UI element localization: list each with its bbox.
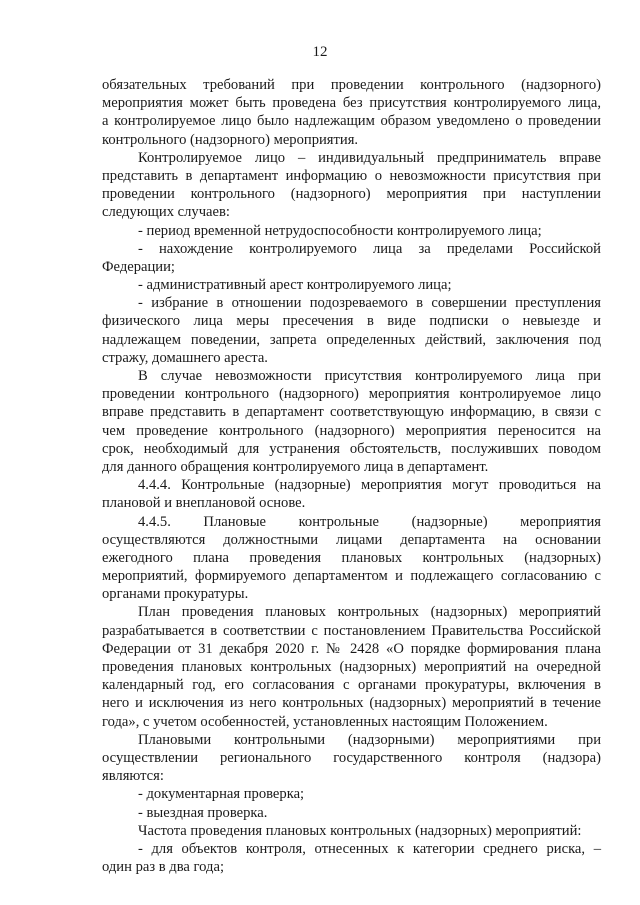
text-line: один раз в два года;	[102, 859, 225, 876]
text-line: ежегодного плана проведения плановых контрольных (надзорных)	[102, 549, 601, 566]
text-line: - административный арест контролируемого лица;	[138, 277, 452, 294]
text-line: контрольного (надзорного) мероприятия.	[102, 131, 359, 148]
text-line: Федерации;	[102, 258, 175, 275]
text-line: - избрание в отношении подозреваемого в совершении преступления	[138, 295, 601, 312]
text-line: В случае невозможности присутствия контролируемого лица при	[138, 368, 601, 384]
text-line: представить в департамент информацию о невозможности присутствия при	[102, 167, 601, 184]
text-line: Плановыми контрольными (надзорными) мероприятиями при	[138, 731, 601, 748]
text-line: для данного обращения контролируемого лица в департамент.	[102, 458, 489, 475]
text-line: календарный год, его согласования с органами прокуратуры, включения в	[102, 677, 601, 694]
text-line: плановой и внеплановой основе.	[102, 495, 306, 512]
text-line: - выездная проверка.	[138, 804, 268, 821]
text-line: являются:	[102, 768, 164, 785]
text-line: физического лица меры пресечения в виде подписки о невыезде и	[102, 313, 601, 330]
text-line: Федерации от 31 декабря 2020 г. № 2428 «О порядке формирования плана	[102, 640, 601, 657]
text-line: План проведения плановых контрольных (надзорных) мероприятий	[138, 604, 601, 621]
text-line: - для объектов контроля, отнесенных к категории среднего риска, –	[138, 840, 601, 857]
text-line: разрабатывается в соответствии с постановлением Правительства Российской	[102, 622, 601, 639]
text-line: следующих случаев:	[102, 204, 230, 221]
text-line: 4.4.5. Плановые контрольные (надзорные) мероприятия	[138, 513, 601, 530]
text-line: органами прокуратуры.	[102, 586, 249, 603]
text-line: него и исключения из него контрольных (надзорных) мероприятий в течение	[102, 695, 601, 712]
text-line: чем проведение контрольного (надзорного) мероприятия переносится на	[102, 422, 601, 439]
text-line: - нахождение контролируемого лица за пределами Российской	[138, 240, 601, 257]
text-line: осуществляются должностными лицами департамента на основании	[102, 531, 601, 548]
text-line: вправе представить в департамент соответствующую информацию, в связи с	[102, 404, 601, 421]
page-number: 12	[312, 44, 328, 60]
text-line: Контролируемое лицо – индивидуальный предприниматель вправе	[138, 149, 601, 166]
text-line: срок, необходимый для устранения обстоятельств, послуживших поводом	[102, 440, 601, 457]
text-line: проведения плановых контрольных (надзорных) мероприятий на очередной	[102, 659, 601, 675]
text-line: обязательных требований при проведении контрольного (надзорного)	[102, 77, 601, 93]
document-body	[102, 76, 601, 876]
text-line: - документарная проверка;	[138, 786, 305, 803]
text-line: года», с учетом особенностей, установленных настоящим Положением.	[102, 713, 548, 730]
text-line: 4.4.4. Контрольные (надзорные) мероприятия могут проводиться на	[138, 477, 601, 494]
text-line: надлежащем поведении, запрета определенных действий, заключения под	[102, 331, 601, 348]
text-line: мероприятий, формируемого департаментом и подлежащего согласованию с	[102, 568, 601, 585]
text-line: мероприятия может быть проведена без присутствия контролируемого лица,	[102, 95, 601, 112]
text-line: а контролируемое лицо было надлежащим образом уведомлено о проведении	[102, 113, 601, 130]
text-line: Частота проведения плановых контрольных (надзорных) мероприятий:	[138, 822, 582, 839]
text-line: осуществлении регионального государственного контроля (надзора)	[102, 749, 601, 766]
text-line: проведении контрольного (надзорного) мероприятия при наступлении	[102, 186, 601, 203]
text-line: - период временной нетрудоспособности контролируемого лица;	[138, 222, 542, 239]
text-line: стражу, домашнего ареста.	[102, 349, 268, 366]
text-line: проведении контрольного (надзорного) мероприятия контролируемое лицо	[102, 386, 601, 403]
